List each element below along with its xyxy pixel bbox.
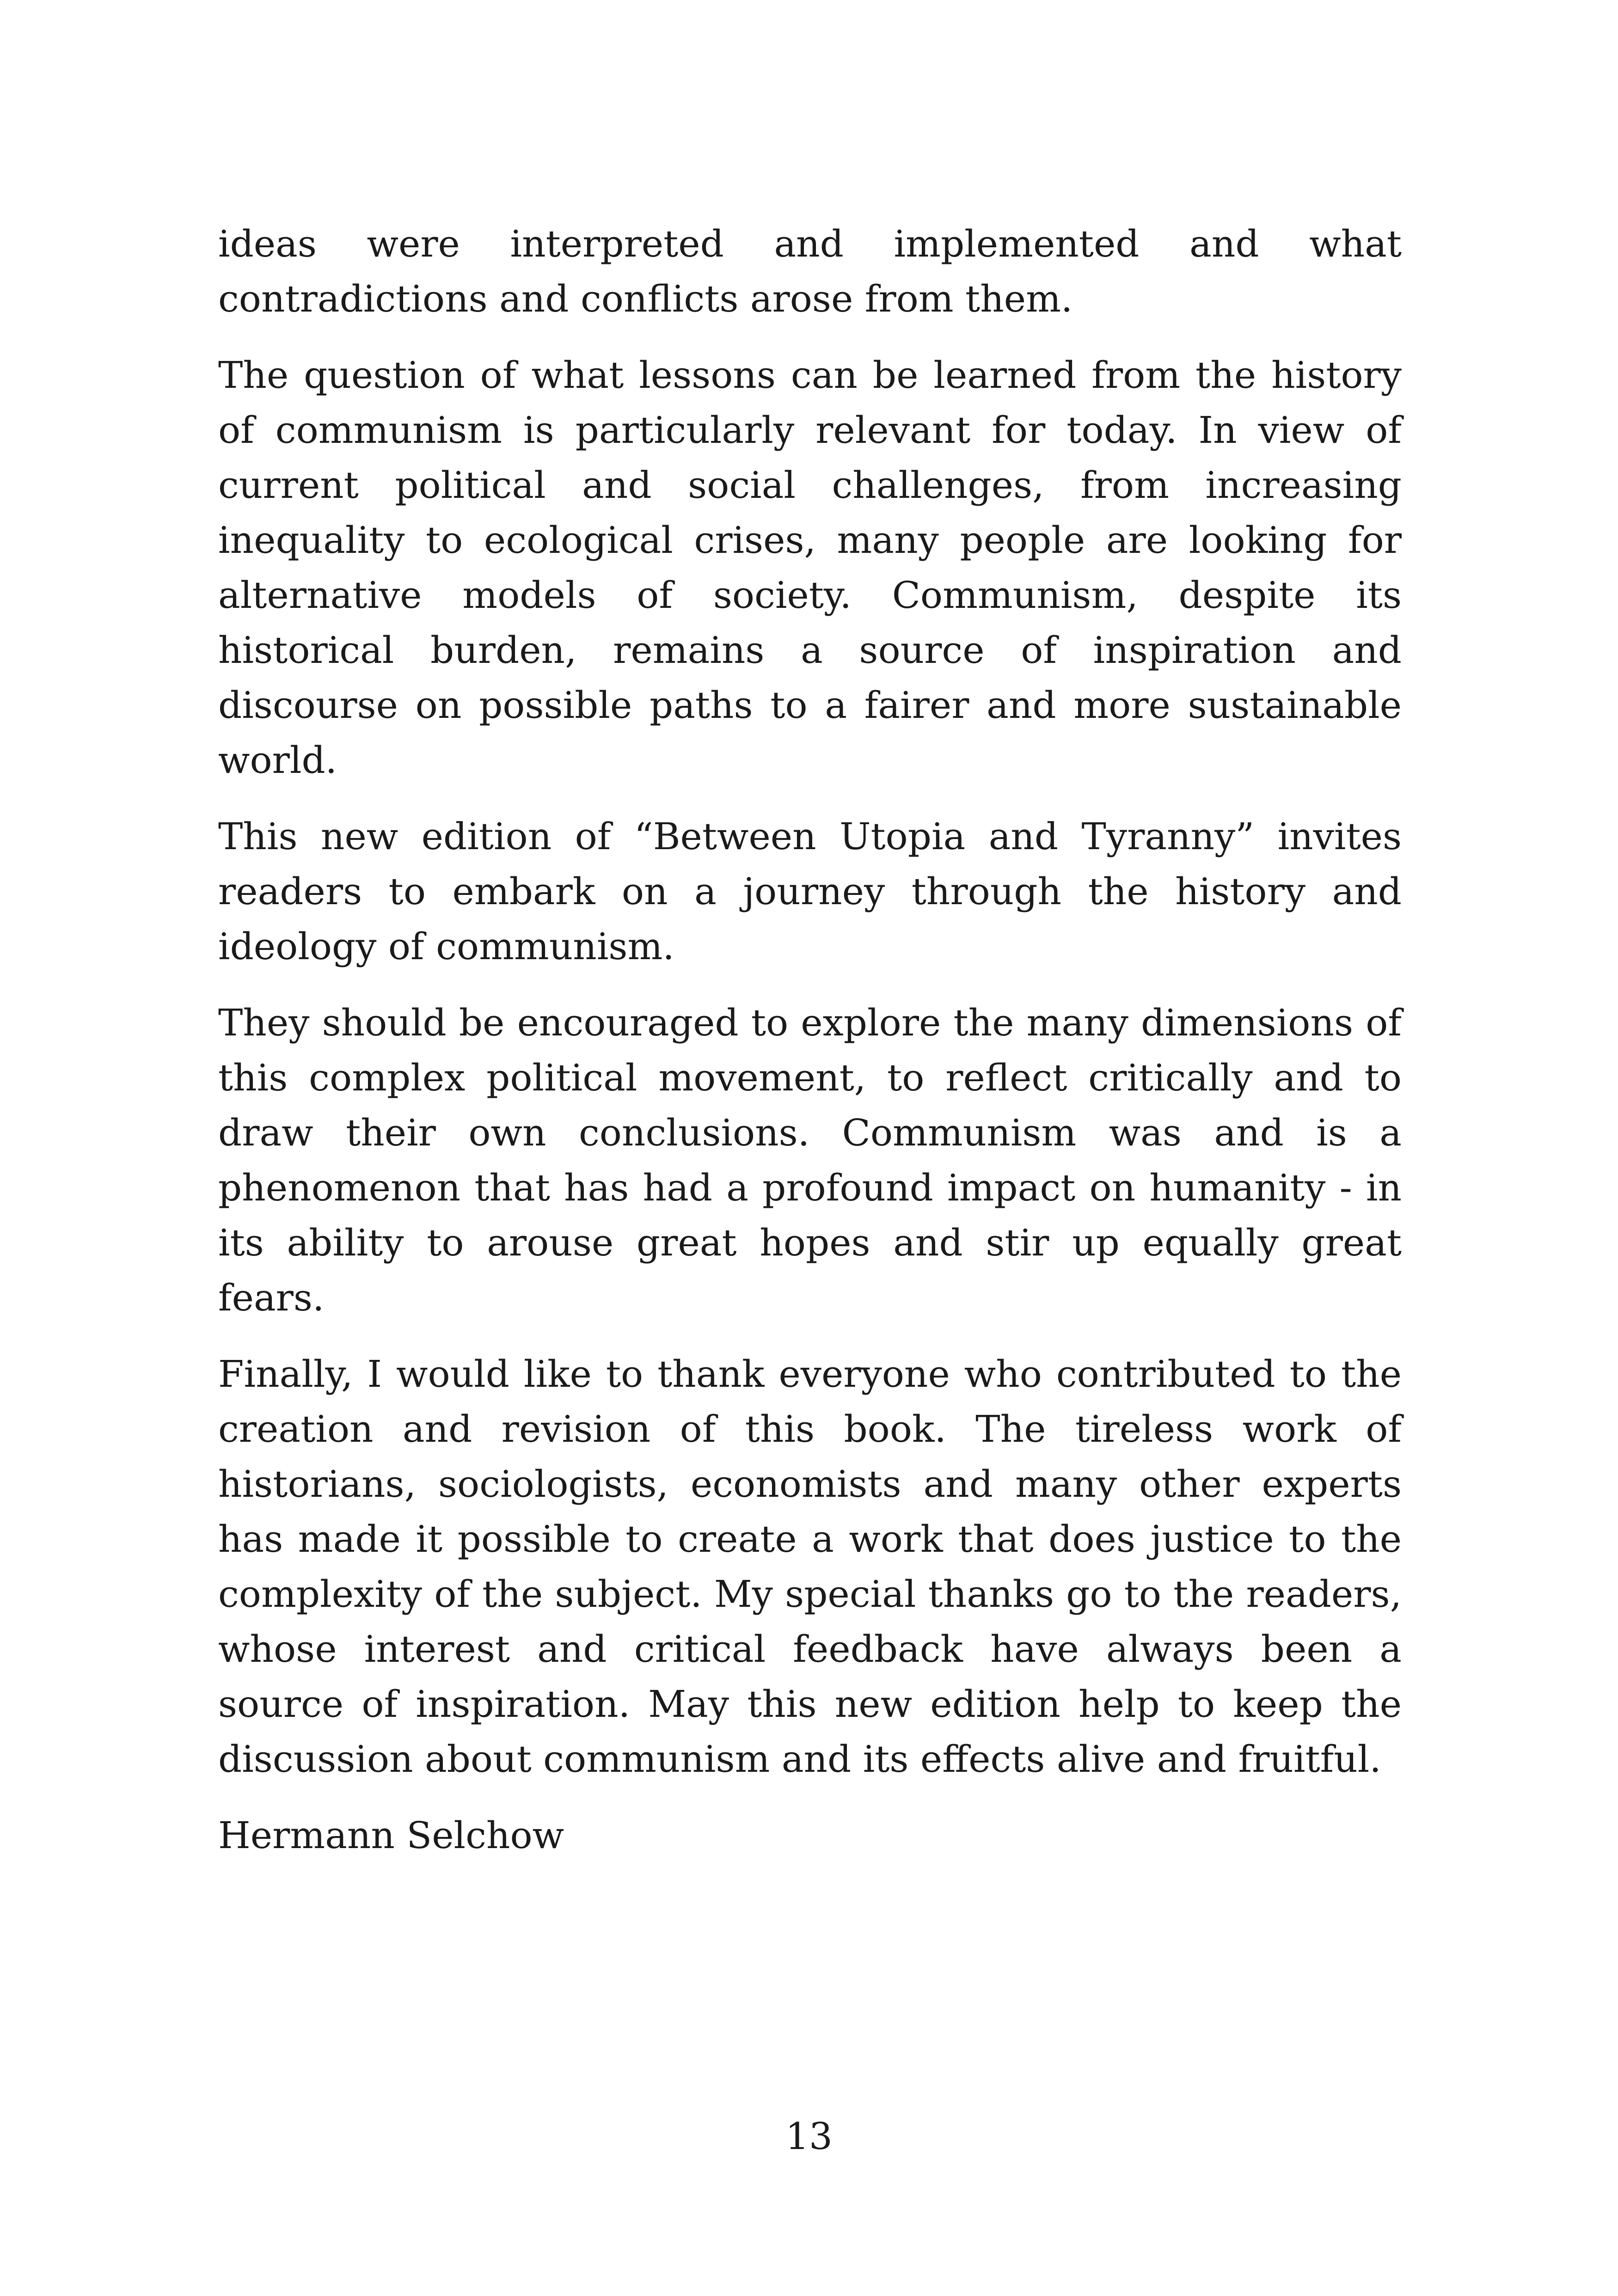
body-text xyxy=(218,216,1402,1884)
paragraph-encouragement: They should be encouraged to explore the many dimensions of this complex political movement, to reflect critically and to draw their own conclusions. Communism was and is a phenomenon that has had a profound impact on humanity - in its ability to arouse great hopes and stir up equally great fears. xyxy=(218,1001,1402,1319)
paragraph-new-edition: This new edition of “Between Utopia and Tyranny” invites readers to embark on a journey through the history and ideology of communism. xyxy=(218,815,1402,968)
author-signature: Hermann Selchow xyxy=(218,1814,564,1857)
paragraph-acknowledgements: Finally, I would like to thank everyone who contributed to the creation and revision of this book. The tireless work of historians, sociologists, economists and many other experts has made it possible to create a work that does justice to the complexity of the subject. My special thanks go to the readers, whose interest and critical feedback have always been a source of inspiration. May this new edition help to keep the discussion about communism and its effects alive and fruitful. xyxy=(218,1353,1402,1781)
paragraph-lessons: The question of what lessons can be learned from the history of communism is particularly relevant for today. In view of current political and social challenges, from increasing inequality to ecological crises, many people are looking for alternative models of society. Communism, despite its historical burden, remains a source of inspiration and discourse on possible paths to a fairer and more sustainable world. xyxy=(218,354,1402,782)
paragraph-continuation: ideas were interpreted and implemented and what contradictions and conflicts arose from them. xyxy=(218,222,1402,320)
page-number: 13 xyxy=(785,2115,833,2158)
